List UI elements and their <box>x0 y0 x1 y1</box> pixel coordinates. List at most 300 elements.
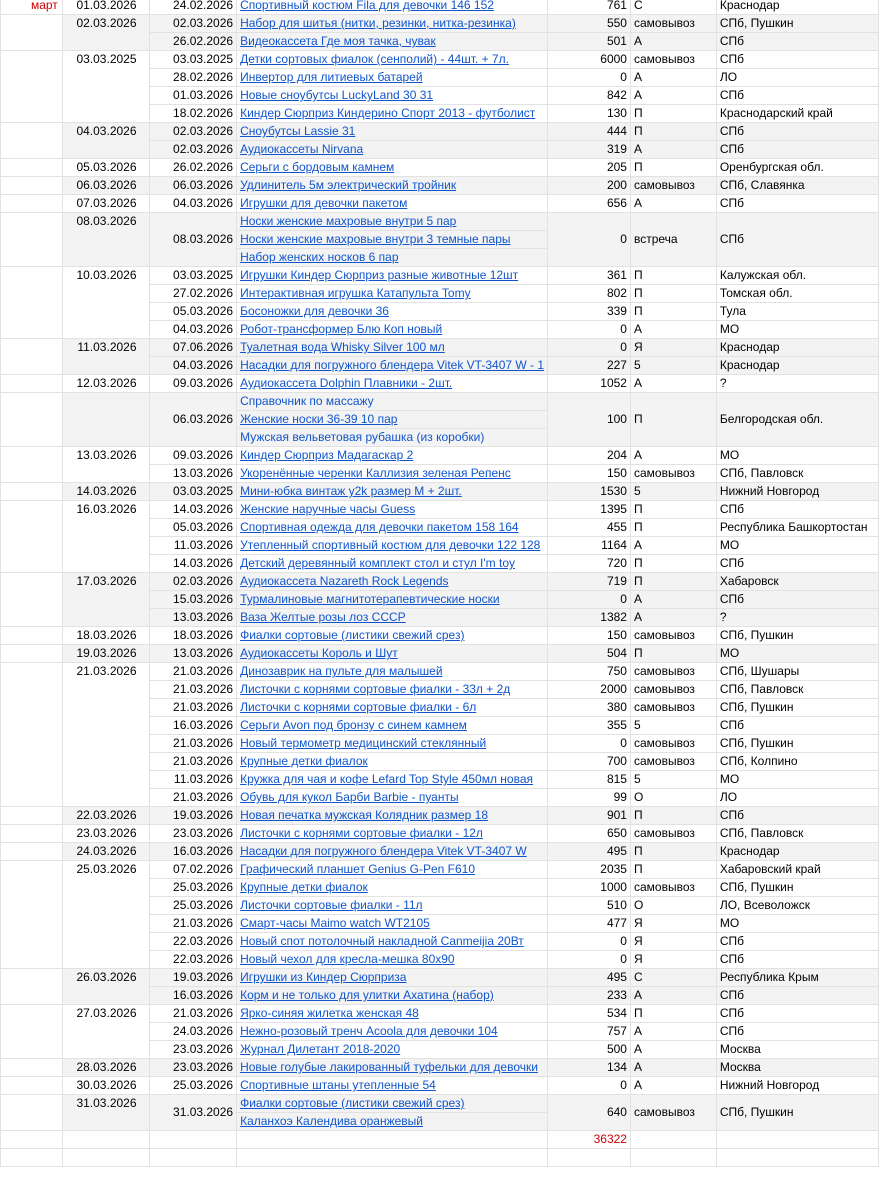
city-cell[interactable]: Нижний Новгород <box>716 483 878 501</box>
price-cell[interactable]: 534 <box>548 1005 631 1023</box>
empty-cell[interactable] <box>630 1131 716 1149</box>
month-cell[interactable] <box>1 123 63 159</box>
item-link[interactable]: Серьги Avon под бронзу с синем камнем <box>237 717 548 735</box>
price-cell[interactable]: 802 <box>548 285 631 303</box>
price-cell[interactable]: 0 <box>548 951 631 969</box>
city-cell[interactable]: Тула <box>716 303 878 321</box>
month-cell[interactable] <box>1 15 63 51</box>
city-cell[interactable]: СПб, Пушкин <box>716 735 878 753</box>
city-cell[interactable]: Москва <box>716 1059 878 1077</box>
city-cell[interactable]: Республика Крым <box>716 969 878 987</box>
sale-date-cell[interactable]: 18.03.2026 <box>62 627 149 645</box>
item-link[interactable]: Игрушки из Киндер Сюрприза <box>237 969 548 987</box>
item-link[interactable]: Детский деревянный комплект стол и стул I'm toy <box>237 555 548 573</box>
delivery-cell[interactable]: самовывоз <box>630 699 716 717</box>
sale-date-cell[interactable]: 31.03.2026 <box>62 1095 149 1131</box>
item-link[interactable]: Детки сортовых фиалок (сенполий) - 44шт. + 7л. <box>237 51 548 69</box>
order-date-cell[interactable]: 21.03.2026 <box>149 1005 237 1023</box>
item-link[interactable]: Игрушки для девочки пакетом <box>237 195 548 213</box>
sale-date-cell[interactable]: 07.03.2026 <box>62 195 149 213</box>
city-cell[interactable]: Краснодар <box>716 843 878 861</box>
item-link[interactable]: Насадки для погружного блендера Vitek VT-3407 W <box>237 843 548 861</box>
city-cell[interactable]: ЛО <box>716 789 878 807</box>
empty-cell[interactable] <box>1 1149 63 1167</box>
price-cell[interactable]: 0 <box>548 591 631 609</box>
item-link[interactable]: Турмалиновые магнитотерапевтические носки <box>237 591 548 609</box>
delivery-cell[interactable]: самовывоз <box>630 1095 716 1131</box>
price-cell[interactable]: 380 <box>548 699 631 717</box>
price-cell[interactable]: 650 <box>548 825 631 843</box>
delivery-cell[interactable]: А <box>630 1023 716 1041</box>
city-cell[interactable]: Белгородская обл. <box>716 393 878 447</box>
price-cell[interactable]: 719 <box>548 573 631 591</box>
delivery-cell[interactable]: А <box>630 87 716 105</box>
delivery-cell[interactable]: А <box>630 33 716 51</box>
item-link[interactable]: Носки женские махровые внутри 5 пар <box>237 213 548 231</box>
order-date-cell[interactable]: 05.03.2026 <box>149 303 237 321</box>
month-cell[interactable] <box>1 663 63 807</box>
item-link[interactable]: Новый спот потолочный накладной Canmeijia 20Вт <box>237 933 548 951</box>
city-cell[interactable]: Краснодарский край <box>716 105 878 123</box>
delivery-cell[interactable]: А <box>630 69 716 87</box>
delivery-cell[interactable]: П <box>630 573 716 591</box>
delivery-cell[interactable]: П <box>630 285 716 303</box>
price-cell[interactable]: 319 <box>548 141 631 159</box>
sale-date-cell[interactable]: 13.03.2026 <box>62 447 149 483</box>
order-date-cell[interactable]: 25.03.2026 <box>149 879 237 897</box>
month-cell[interactable] <box>1 1077 63 1095</box>
price-cell[interactable]: 815 <box>548 771 631 789</box>
city-cell[interactable]: СПб, Пушкин <box>716 1095 878 1131</box>
order-date-cell[interactable]: 23.03.2026 <box>149 1041 237 1059</box>
item-link[interactable]: Видеокассета Где моя тачка, чувак <box>237 33 548 51</box>
month-cell[interactable] <box>1 573 63 627</box>
city-cell[interactable]: СПб <box>716 213 878 267</box>
order-date-cell[interactable]: 21.03.2026 <box>149 699 237 717</box>
item-link[interactable]: Сноубутсы Lassie 31 <box>237 123 548 141</box>
sale-date-cell[interactable]: 17.03.2026 <box>62 573 149 627</box>
sale-date-cell[interactable]: 03.03.2025 <box>62 51 149 123</box>
city-cell[interactable]: СПб, Павловск <box>716 825 878 843</box>
month-cell[interactable] <box>1 843 63 861</box>
price-cell[interactable]: 150 <box>548 465 631 483</box>
sale-date-cell[interactable]: 21.03.2026 <box>62 663 149 807</box>
sale-date-cell[interactable]: 08.03.2026 <box>62 213 149 267</box>
delivery-cell[interactable]: А <box>630 195 716 213</box>
city-cell[interactable]: Калужская обл. <box>716 267 878 285</box>
order-date-cell[interactable]: 06.03.2026 <box>149 393 237 447</box>
item-link[interactable]: Новый чехол для кресла-мешка 80х90 <box>237 951 548 969</box>
delivery-cell[interactable]: А <box>630 447 716 465</box>
delivery-cell[interactable]: А <box>630 987 716 1005</box>
empty-cell[interactable] <box>237 1149 548 1167</box>
order-date-cell[interactable]: 27.02.2026 <box>149 285 237 303</box>
order-date-cell[interactable]: 21.03.2026 <box>149 681 237 699</box>
city-cell[interactable]: Оренбургская обл. <box>716 159 878 177</box>
order-date-cell[interactable]: 07.06.2026 <box>149 339 237 357</box>
price-cell[interactable]: 0 <box>548 213 631 267</box>
empty-cell[interactable] <box>149 1149 237 1167</box>
delivery-cell[interactable]: самовывоз <box>630 753 716 771</box>
month-cell[interactable] <box>1 1095 63 1131</box>
item-link[interactable]: Спортивные штаны утепленные 54 <box>237 1077 548 1095</box>
price-cell[interactable]: 504 <box>548 645 631 663</box>
empty-cell[interactable] <box>62 1149 149 1167</box>
empty-cell[interactable] <box>237 1131 548 1149</box>
item-link[interactable]: Кружка для чая и кофе Lefard Top Style 450мл новая <box>237 771 548 789</box>
month-cell[interactable] <box>1 375 63 393</box>
sale-date-cell[interactable]: 11.03.2026 <box>62 339 149 375</box>
sale-date-cell[interactable]: 04.03.2026 <box>62 123 149 159</box>
item-link[interactable]: Новые голубые лакированный туфельки для девочки <box>237 1059 548 1077</box>
city-cell[interactable]: СПб <box>716 141 878 159</box>
city-cell[interactable]: СПб, Павловск <box>716 681 878 699</box>
month-cell[interactable] <box>1 195 63 213</box>
item-link[interactable]: Корм и не только для улитки Ахатина (набор) <box>237 987 548 1005</box>
price-cell[interactable]: 550 <box>548 15 631 33</box>
price-cell[interactable]: 656 <box>548 195 631 213</box>
item-link[interactable]: Серьги с бордовым камнем <box>237 159 548 177</box>
item-link[interactable]: Женские наручные часы Guess <box>237 501 548 519</box>
delivery-cell[interactable]: 5 <box>630 771 716 789</box>
price-cell[interactable]: 1164 <box>548 537 631 555</box>
sale-date-cell[interactable]: 23.03.2026 <box>62 825 149 843</box>
order-date-cell[interactable]: 31.03.2026 <box>149 1095 237 1131</box>
city-cell[interactable]: СПб <box>716 123 878 141</box>
delivery-cell[interactable]: Я <box>630 951 716 969</box>
item-link[interactable]: Спортивный костюм Fila для девочки 146 152 <box>237 0 548 15</box>
delivery-cell[interactable]: А <box>630 1041 716 1059</box>
delivery-cell[interactable]: П <box>630 843 716 861</box>
sale-date-cell[interactable]: 12.03.2026 <box>62 375 149 393</box>
delivery-cell[interactable]: самовывоз <box>630 177 716 195</box>
price-cell[interactable]: 0 <box>548 933 631 951</box>
item-link[interactable]: Набор для шитья (нитки, резинки, нитка-резинка) <box>237 15 548 33</box>
item-link[interactable]: Игрушки Киндер Сюрприз разные животные 12шт <box>237 267 548 285</box>
order-date-cell[interactable]: 22.03.2026 <box>149 933 237 951</box>
price-cell[interactable]: 2000 <box>548 681 631 699</box>
price-cell[interactable]: 355 <box>548 717 631 735</box>
price-cell[interactable]: 200 <box>548 177 631 195</box>
item-link[interactable]: Насадки для погружного блендера Vitek VT-3407 W - 1 <box>237 357 548 375</box>
delivery-cell[interactable]: самовывоз <box>630 663 716 681</box>
order-date-cell[interactable]: 02.03.2026 <box>149 573 237 591</box>
item-link[interactable]: Листочки сортовые фиалки - 11л <box>237 897 548 915</box>
order-date-cell[interactable]: 24.02.2026 <box>149 0 237 15</box>
price-cell[interactable]: 0 <box>548 321 631 339</box>
order-date-cell[interactable]: 07.02.2026 <box>149 861 237 879</box>
order-date-cell[interactable]: 04.03.2026 <box>149 357 237 375</box>
item-link[interactable]: Графический планшет Genius G-Pen F610 <box>237 861 548 879</box>
item-link[interactable]: Ярко-синяя жилетка женская 48 <box>237 1005 548 1023</box>
order-date-cell[interactable]: 21.03.2026 <box>149 753 237 771</box>
month-cell[interactable] <box>1 267 63 339</box>
month-cell[interactable] <box>1 177 63 195</box>
month-cell[interactable] <box>1 159 63 177</box>
item-link[interactable]: Инвертор для литиевых батарей <box>237 69 548 87</box>
month-cell[interactable] <box>1 969 63 1005</box>
delivery-cell[interactable]: Я <box>630 339 716 357</box>
city-cell[interactable]: Нижний Новгород <box>716 1077 878 1095</box>
city-cell[interactable]: СПб <box>716 555 878 573</box>
item-link[interactable]: Аудиокассеты Король и Шут <box>237 645 548 663</box>
order-date-cell[interactable]: 01.03.2026 <box>149 87 237 105</box>
price-cell[interactable]: 150 <box>548 627 631 645</box>
order-date-cell[interactable]: 19.03.2026 <box>149 969 237 987</box>
delivery-cell[interactable]: П <box>630 555 716 573</box>
city-cell[interactable]: Хабаровский край <box>716 861 878 879</box>
price-cell[interactable]: 842 <box>548 87 631 105</box>
month-cell[interactable] <box>1 825 63 843</box>
price-cell[interactable]: 510 <box>548 897 631 915</box>
order-date-cell[interactable]: 05.03.2026 <box>149 519 237 537</box>
order-date-cell[interactable]: 02.03.2026 <box>149 123 237 141</box>
sale-date-cell[interactable]: 10.03.2026 <box>62 267 149 339</box>
item-link[interactable]: Листочки с корнями сортовые фиалки - 6л <box>237 699 548 717</box>
city-cell[interactable]: СПб <box>716 951 878 969</box>
city-cell[interactable]: СПб <box>716 87 878 105</box>
order-date-cell[interactable]: 26.02.2026 <box>149 159 237 177</box>
sale-date-cell[interactable]: 22.03.2026 <box>62 807 149 825</box>
delivery-cell[interactable]: А <box>630 321 716 339</box>
city-cell[interactable]: СПб, Колпино <box>716 753 878 771</box>
price-cell[interactable]: 700 <box>548 753 631 771</box>
price-cell[interactable]: 361 <box>548 267 631 285</box>
delivery-cell[interactable]: А <box>630 1059 716 1077</box>
item-link[interactable]: Аудиокассета Dolphin Плавники - 2шт. <box>237 375 548 393</box>
city-cell[interactable]: СПб <box>716 933 878 951</box>
order-date-cell[interactable]: 03.03.2025 <box>149 51 237 69</box>
month-cell[interactable]: март <box>1 0 63 15</box>
month-cell[interactable] <box>1 807 63 825</box>
month-cell[interactable] <box>1 483 63 501</box>
delivery-cell[interactable]: А <box>630 537 716 555</box>
item-link[interactable]: Фиалки сортовые (листики свежий срез) <box>237 627 548 645</box>
month-cell[interactable] <box>1 1005 63 1059</box>
sale-date-cell[interactable]: 25.03.2026 <box>62 861 149 969</box>
city-cell[interactable]: Томская обл. <box>716 285 878 303</box>
sale-date-cell[interactable]: 05.03.2026 <box>62 159 149 177</box>
order-date-cell[interactable]: 09.03.2026 <box>149 375 237 393</box>
city-cell[interactable]: Хабаровск <box>716 573 878 591</box>
city-cell[interactable]: СПб, Пушкин <box>716 15 878 33</box>
item-link[interactable]: Носки женские махровые внутри 3 темные пары <box>237 231 548 249</box>
city-cell[interactable]: МО <box>716 915 878 933</box>
item-link[interactable]: Журнал Дилетант 2018-2020 <box>237 1041 548 1059</box>
price-cell[interactable]: 130 <box>548 105 631 123</box>
city-cell[interactable]: СПб <box>716 1005 878 1023</box>
empty-cell[interactable] <box>630 1149 716 1167</box>
item-link[interactable]: Киндер Сюрприз Мадагаскар 2 <box>237 447 548 465</box>
city-cell[interactable]: СПб <box>716 987 878 1005</box>
price-cell[interactable]: 444 <box>548 123 631 141</box>
item-link[interactable]: Аудиокассета Nazareth Rock Legends <box>237 573 548 591</box>
item-link[interactable]: Женские носки 36-39 10 пар <box>237 411 548 429</box>
order-date-cell[interactable]: 28.02.2026 <box>149 69 237 87</box>
price-cell[interactable]: 750 <box>548 663 631 681</box>
city-cell[interactable]: СПб, Пушкин <box>716 699 878 717</box>
price-cell[interactable]: 501 <box>548 33 631 51</box>
order-date-cell[interactable]: 13.03.2026 <box>149 645 237 663</box>
item-link[interactable]: Мини-юбка винтаж y2k размер M + 2шт. <box>237 483 548 501</box>
delivery-cell[interactable]: самовывоз <box>630 879 716 897</box>
item-link[interactable]: Фиалки сортовые (листики свежий срез) <box>237 1095 548 1113</box>
order-date-cell[interactable]: 24.03.2026 <box>149 1023 237 1041</box>
delivery-cell[interactable]: П <box>630 105 716 123</box>
city-cell[interactable]: СПб <box>716 717 878 735</box>
order-date-cell[interactable]: 13.03.2026 <box>149 465 237 483</box>
sale-date-cell[interactable]: 06.03.2026 <box>62 177 149 195</box>
sale-date-cell[interactable]: 26.03.2026 <box>62 969 149 1005</box>
order-date-cell[interactable]: 04.03.2026 <box>149 195 237 213</box>
delivery-cell[interactable]: П <box>630 861 716 879</box>
item-link[interactable]: Набор женских носков 6 пар <box>237 249 548 267</box>
delivery-cell[interactable]: П <box>630 267 716 285</box>
price-cell[interactable]: 100 <box>548 393 631 447</box>
delivery-cell[interactable]: А <box>630 375 716 393</box>
total-cell[interactable]: 36322 <box>548 1131 631 1149</box>
sale-date-cell[interactable]: 28.03.2026 <box>62 1059 149 1077</box>
city-cell[interactable]: МО <box>716 537 878 555</box>
price-cell[interactable]: 500 <box>548 1041 631 1059</box>
price-cell[interactable]: 640 <box>548 1095 631 1131</box>
delivery-cell[interactable]: 5 <box>630 717 716 735</box>
order-date-cell[interactable]: 23.03.2026 <box>149 1059 237 1077</box>
sale-date-cell[interactable]: 01.03.2026 <box>62 0 149 15</box>
item-link[interactable]: Крупные детки фиалок <box>237 753 548 771</box>
item-link[interactable]: Нежно-розовый тренч Acoola для девочки 104 <box>237 1023 548 1041</box>
sale-date-cell[interactable]: 02.03.2026 <box>62 15 149 51</box>
price-cell[interactable]: 1395 <box>548 501 631 519</box>
delivery-cell[interactable]: П <box>630 303 716 321</box>
order-date-cell[interactable]: 08.03.2026 <box>149 213 237 267</box>
price-cell[interactable]: 757 <box>548 1023 631 1041</box>
city-cell[interactable]: ЛО <box>716 69 878 87</box>
order-date-cell[interactable]: 19.03.2026 <box>149 807 237 825</box>
delivery-cell[interactable]: П <box>630 123 716 141</box>
delivery-cell[interactable]: П <box>630 159 716 177</box>
order-date-cell[interactable]: 26.02.2026 <box>149 33 237 51</box>
item-link[interactable]: Аудиокассеты Nirvana <box>237 141 548 159</box>
delivery-cell[interactable]: П <box>630 501 716 519</box>
delivery-cell[interactable]: А <box>630 591 716 609</box>
price-cell[interactable]: 0 <box>548 69 631 87</box>
city-cell[interactable]: Москва <box>716 1041 878 1059</box>
item-link[interactable]: Киндер Сюрприз Киндерино Спорт 2013 - футболист <box>237 105 548 123</box>
empty-cell[interactable] <box>62 1131 149 1149</box>
city-cell[interactable]: МО <box>716 321 878 339</box>
item-link[interactable]: Босоножки для девочки 36 <box>237 303 548 321</box>
order-date-cell[interactable]: 13.03.2026 <box>149 609 237 627</box>
order-date-cell[interactable]: 02.03.2026 <box>149 15 237 33</box>
order-date-cell[interactable]: 11.03.2026 <box>149 771 237 789</box>
sale-date-cell[interactable]: 16.03.2026 <box>62 501 149 573</box>
delivery-cell[interactable]: самовывоз <box>630 681 716 699</box>
price-cell[interactable]: 6000 <box>548 51 631 69</box>
delivery-cell[interactable]: самовывоз <box>630 51 716 69</box>
item-link[interactable]: Новые сноубутсы LuckyLand 30 31 <box>237 87 548 105</box>
price-cell[interactable]: 205 <box>548 159 631 177</box>
delivery-cell[interactable]: П <box>630 1005 716 1023</box>
price-cell[interactable]: 0 <box>548 735 631 753</box>
delivery-cell[interactable]: С <box>630 0 716 15</box>
item-link[interactable]: Укоренённые черенки Каллизия зеленая Репенс <box>237 465 548 483</box>
delivery-cell[interactable]: С <box>630 969 716 987</box>
sale-date-cell[interactable]: 30.03.2026 <box>62 1077 149 1095</box>
month-cell[interactable] <box>1 213 63 267</box>
month-cell[interactable] <box>1 51 63 123</box>
price-cell[interactable]: 477 <box>548 915 631 933</box>
delivery-cell[interactable]: Я <box>630 933 716 951</box>
price-cell[interactable]: 1052 <box>548 375 631 393</box>
item-link[interactable]: Новая печатка мужская Колядник размер 18 <box>237 807 548 825</box>
city-cell[interactable]: СПб, Славянка <box>716 177 878 195</box>
city-cell[interactable]: Краснодар <box>716 357 878 375</box>
price-cell[interactable]: 0 <box>548 339 631 357</box>
order-date-cell[interactable]: 06.03.2026 <box>149 177 237 195</box>
city-cell[interactable]: МО <box>716 771 878 789</box>
delivery-cell[interactable]: встреча <box>630 213 716 267</box>
item-link[interactable]: Динозаврик на пульте для малышей <box>237 663 548 681</box>
item-link[interactable]: Обувь для кукол Барби Barbie - пуанты <box>237 789 548 807</box>
order-date-cell[interactable]: 23.03.2026 <box>149 825 237 843</box>
delivery-cell[interactable]: О <box>630 897 716 915</box>
delivery-cell[interactable]: А <box>630 609 716 627</box>
city-cell[interactable]: МО <box>716 645 878 663</box>
order-date-cell[interactable]: 21.03.2026 <box>149 663 237 681</box>
empty-cell[interactable] <box>716 1149 878 1167</box>
item-link[interactable]: Удлинитель 5м электрический тройник <box>237 177 548 195</box>
price-cell[interactable]: 2035 <box>548 861 631 879</box>
delivery-cell[interactable]: самовывоз <box>630 825 716 843</box>
item-link[interactable]: Робот-трансформер Блю Коп новый <box>237 321 548 339</box>
delivery-cell[interactable]: П <box>630 645 716 663</box>
city-cell[interactable]: СПб <box>716 51 878 69</box>
delivery-cell[interactable]: П <box>630 519 716 537</box>
empty-cell[interactable] <box>149 1131 237 1149</box>
city-cell[interactable]: ЛО, Всеволожск <box>716 897 878 915</box>
price-cell[interactable]: 901 <box>548 807 631 825</box>
city-cell[interactable]: СПб <box>716 501 878 519</box>
month-cell[interactable] <box>1 1059 63 1077</box>
price-cell[interactable]: 761 <box>548 0 631 15</box>
delivery-cell[interactable]: П <box>630 393 716 447</box>
price-cell[interactable]: 1530 <box>548 483 631 501</box>
item-link[interactable]: Каланхоэ Календива оранжевый <box>237 1113 548 1131</box>
order-date-cell[interactable]: 11.03.2026 <box>149 537 237 555</box>
order-date-cell[interactable]: 14.03.2026 <box>149 501 237 519</box>
month-cell[interactable] <box>1 393 63 447</box>
sale-date-cell[interactable]: 27.03.2026 <box>62 1005 149 1059</box>
city-cell[interactable]: СПб <box>716 33 878 51</box>
order-date-cell[interactable]: 21.03.2026 <box>149 735 237 753</box>
item-link[interactable]: Листочки с корнями сортовые фиалки - 12л <box>237 825 548 843</box>
order-date-cell[interactable]: 14.03.2026 <box>149 555 237 573</box>
order-date-cell[interactable]: 09.03.2026 <box>149 447 237 465</box>
delivery-cell[interactable]: П <box>630 807 716 825</box>
delivery-cell[interactable]: О <box>630 789 716 807</box>
delivery-cell[interactable]: 5 <box>630 357 716 375</box>
delivery-cell[interactable]: самовывоз <box>630 465 716 483</box>
city-cell[interactable]: СПб <box>716 807 878 825</box>
delivery-cell[interactable]: самовывоз <box>630 15 716 33</box>
item-link[interactable]: Туалетная вода Whisky Silver 100 мл <box>237 339 548 357</box>
city-cell[interactable]: МО <box>716 447 878 465</box>
price-cell[interactable]: 495 <box>548 969 631 987</box>
delivery-cell[interactable]: 5 <box>630 483 716 501</box>
price-cell[interactable]: 227 <box>548 357 631 375</box>
order-date-cell[interactable]: 15.03.2026 <box>149 591 237 609</box>
